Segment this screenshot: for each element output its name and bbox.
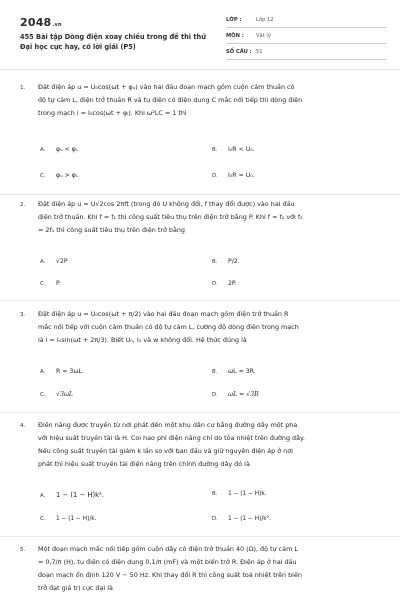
option-label: C. <box>40 516 46 522</box>
meta-key: LỚP : <box>226 17 242 23</box>
option-d[interactable] <box>212 172 255 179</box>
option-text: 1 − (1 − H)k. <box>228 491 267 497</box>
question-number: 1. <box>20 85 26 91</box>
document-title: 455 Bài tập Dòng điện xoay chiều trong đề thi thử Đại học cực hay, có lời giải (P5) <box>20 33 206 51</box>
option-label: B. <box>212 147 218 153</box>
meta-table <box>226 12 386 60</box>
option-a[interactable] <box>40 491 104 499</box>
question-line: phát thì hiệu suất truyền tải điện năng trên chính đường dây đó là <box>38 460 250 468</box>
meta-value: Vật lý <box>256 33 271 39</box>
question-line: Đặt điện áp u = U√2cos 2πft (trong đó U không đổi, f thay đổi được) vào hai đầu <box>38 200 295 208</box>
question-line: đoạn mạch ổn định 120 V − 50 Hz. Khi thay đổi R thì công suất toả nhiệt trên biến <box>38 571 302 579</box>
option-b[interactable] <box>212 368 256 375</box>
question-line: là i = I₀sin(ωt + 2π/3). Biết U₀, I₀ và w không đổi. Hệ thức đúng là <box>38 336 247 344</box>
option-text: I₀R < U₀. <box>228 146 255 153</box>
option-label: D. <box>212 392 218 398</box>
option-b[interactable] <box>212 146 255 153</box>
option-text: 1 − (1 − H)k². <box>56 491 104 499</box>
question-text <box>38 419 383 471</box>
option-label: B. <box>212 369 218 375</box>
meta-row-class <box>226 12 386 28</box>
option-text: ωL = √3R <box>228 391 259 398</box>
option-c[interactable] <box>40 280 61 287</box>
option-text: √2P <box>56 258 68 265</box>
question-line: = 2f₁ thì công suất tiêu thụ trên điện trở bằng <box>38 226 185 234</box>
option-c[interactable] <box>40 516 97 522</box>
option-text: P/2. <box>228 258 240 265</box>
option-text: P. <box>56 280 61 287</box>
option-text: 1 − (1 − H)/k. <box>56 516 97 522</box>
meta-key: SỐ CÂU : <box>226 49 252 55</box>
option-text: φᵤ > φᵢ. <box>56 172 79 179</box>
page-header <box>0 0 400 72</box>
question-line: Điện năng được truyền từ nơi phát đến một khu dân cư bằng đường dây một pha <box>38 421 298 429</box>
question-number: 5. <box>20 547 26 553</box>
option-text: ωL = 3R. <box>228 368 256 375</box>
header-divider <box>0 69 400 70</box>
question-text <box>38 308 383 347</box>
question-5 <box>0 536 400 600</box>
question-line: Một đoạn mạch mắc nối tiếp gồm cuộn dây có điện trở thuần 40 (Ω), độ tự cảm L <box>38 545 298 553</box>
option-label: B. <box>212 259 218 265</box>
question-line: độ tự cảm L, điện trở thuần R và tụ điện có điện dung C mắc nối tiếp thì dòng điện <box>38 96 303 104</box>
option-a[interactable] <box>40 368 84 375</box>
question-line: trong mạch i = I₀cos(ωt + φᵢ). Khi ω²LC = 1 thì <box>38 109 187 117</box>
option-label: A. <box>40 147 46 153</box>
option-label: D. <box>212 281 218 287</box>
meta-row-subject <box>226 28 386 44</box>
option-text: 2P. <box>228 280 237 287</box>
option-text: φᵤ < φᵢ. <box>56 146 79 153</box>
option-a[interactable] <box>40 146 79 153</box>
option-label: D. <box>212 516 218 522</box>
question-line: với hiệu suất truyền tải là H. Coi hao phí điện năng chỉ do tỏa nhiệt trên đường dây. <box>38 434 305 442</box>
option-b[interactable] <box>212 258 240 265</box>
meta-row-count <box>226 44 386 60</box>
question-text <box>38 81 383 120</box>
question-line: trở đạt giá trị cực đại là <box>38 584 113 592</box>
option-d[interactable] <box>212 391 259 398</box>
question-line: Đặt điện áp u = U₀cos(ωt + φᵤ) vào hai đầu đoạn mạch gồm cuộn cảm thuần có <box>38 83 295 91</box>
option-label: D. <box>212 173 218 179</box>
question-1 <box>0 72 400 195</box>
option-label: C. <box>40 392 46 398</box>
option-text: R = 3ωL. <box>56 368 84 375</box>
logo-text: 2048 <box>20 16 52 29</box>
question-line: = 0,7/π (H), tụ điện có điện dung 0,1/π (mF) và một biến trở R. Điện áp ở hai đầu <box>38 558 297 566</box>
option-d[interactable] <box>212 280 237 287</box>
option-c[interactable] <box>40 391 73 398</box>
option-text: 1 − (1 − H)/k². <box>228 516 271 522</box>
option-d[interactable] <box>212 516 271 522</box>
question-4 <box>0 412 400 537</box>
logo-suffix: .vn <box>52 22 62 28</box>
question-text <box>38 543 383 595</box>
option-label: B. <box>212 491 218 497</box>
question-3 <box>0 300 400 413</box>
option-c[interactable] <box>40 172 79 179</box>
question-number: 4. <box>20 423 26 429</box>
question-line: điện trở thuần. Khi f = f₁ thì công suất tiêu thụ trên điện trở bằng P. Khi f = f₂ với f₂ <box>38 213 303 221</box>
option-label: C. <box>40 281 46 287</box>
option-label: A. <box>40 259 46 265</box>
option-label: C. <box>40 173 46 179</box>
question-number: 2. <box>20 202 26 208</box>
question-text <box>38 198 383 237</box>
question-line: mắc nối tiếp với cuộn cảm thuần có độ tự cảm L, cường độ dòng điện trong mạch <box>38 323 299 331</box>
option-a[interactable] <box>40 258 68 265</box>
meta-value: Lớp 12 <box>256 17 274 23</box>
option-text: I₀R = U₀. <box>228 172 255 179</box>
option-label: A. <box>40 493 46 499</box>
option-text: √3ωL <box>56 391 74 398</box>
option-b[interactable] <box>212 491 267 497</box>
meta-key: MÔN : <box>226 33 244 39</box>
question-line: Đặt điện áp u = U₀cos(ωt + π/2) vào hai đầu đoạn mạch gồm điện trở thuần R <box>38 310 289 318</box>
site-logo[interactable] <box>20 16 62 29</box>
question-number: 3. <box>20 312 26 318</box>
question-line: Nếu công suất truyền tải giảm k lần so với ban đầu và giữ nguyên điện áp ở nơi <box>38 447 293 455</box>
question-2 <box>0 194 400 301</box>
option-label: A. <box>40 369 46 375</box>
meta-value: 51 <box>256 49 263 55</box>
